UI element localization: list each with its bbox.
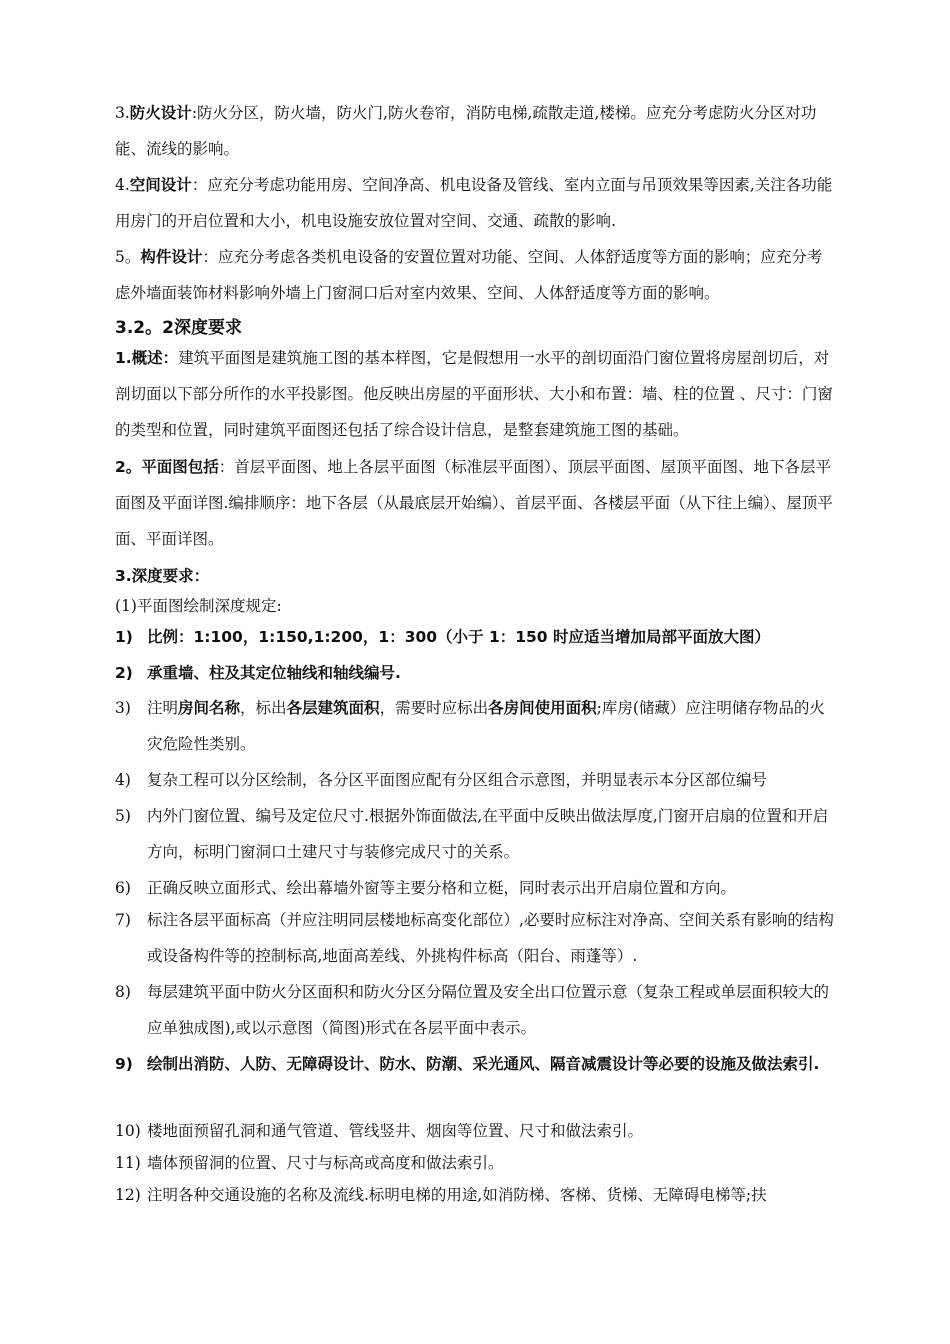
item-text-mid: ，需要时应标出 [379, 699, 489, 717]
para-text: ：应充分考虑功能用房、空间净高、机电设备及管线、室内立面与吊顶效果等因素,关注各功能用房门的开启位置和大小，机电设施安放位置对空间、交通、疏散的影响. [115, 176, 833, 230]
item-text: 内外门窗位置、编号及定位尺寸.根据外饰面做法,在平面中反映出做法厚度,门窗开启扇的位置和开启方向，标明门窗洞口土建尺寸与装修完成尺寸的关系。 [147, 807, 829, 861]
item-text: 标注各层平面标高（并应注明同层楼地标高变化部位）,必要时应标注对净高、空间关系有影响的结构或设备构件等的控制标高,地面高差线、外挑构件标高（阳台、雨蓬等）. [147, 911, 834, 965]
item-bold-floor-area: 各层建筑面积 [286, 699, 380, 717]
item-number: 8) [115, 983, 131, 1001]
para-text: ：首层平面图、地上各层平面图（标准层平面图）、顶层平面图、屋顶平面图、地下各层平面图及平面详图.编排顺序：地下各层（从最底层开始编）、首层平面、各楼层平面（从下往上编）、屋顶平面、平面详图。 [115, 458, 833, 548]
item-text: 承重墙、柱及其定位轴线和轴线编号. [147, 664, 401, 682]
item-number: 7) [115, 911, 131, 929]
sub-text: (1)平面图绘制深度规定: [115, 597, 282, 615]
item-text: 复杂工程可以分区绘制，各分区平面图应配有分区组合示意图，并明显表示本分区部位编号 [147, 771, 768, 789]
item-text: 绘制出消防、人防、无障碍设计、防水、防潮、采光通风、隔音减震设计等必要的设施及做法索引. [147, 1055, 820, 1073]
list-item [115, 1180, 837, 1210]
list-item [115, 1148, 837, 1178]
item-number: 12) [115, 1186, 141, 1204]
list-item [115, 762, 837, 798]
paragraph-depth-requirements [115, 561, 837, 591]
para-title: 防火设计 [129, 104, 192, 122]
item-text-mid: ，标出 [240, 699, 287, 717]
para-text: :防火分区，防火墙，防火门,防火卷帘，消防电梯,疏散走道,楼梯。应充分考虑防火分区对功能、流线的影响。 [115, 104, 817, 158]
item-number: 11) [115, 1154, 141, 1172]
item-text: 每层建筑平面中防火分区面积和防火分区分隔位置及安全出口位置示意（复杂工程或单层面积较大的应单独成图),或以示意图（简图)形式在各层平面中表示。 [147, 983, 830, 1037]
paragraph-space-design [115, 167, 837, 239]
subheading-plan-depth [115, 591, 837, 621]
item-text [147, 690, 837, 762]
para-label: 1.概述： [115, 349, 179, 367]
item-text: 墙体预留洞的位置、尺寸与标高或高度和做法索引。 [147, 1154, 504, 1172]
item-number: 1) [115, 628, 133, 646]
para-title: 空间设计 [129, 176, 192, 194]
item-number: 4) [115, 771, 131, 789]
item-text: 注明各种交通设施的名称及流线.标明电梯的用途,如消防梯、客梯、货梯、无障碍电梯等;扶 [147, 1186, 767, 1204]
paragraph-overview [115, 340, 837, 448]
item-text: 楼地面预留孔洞和通气管道、管线竖井、烟囱等位置、尺寸和做法索引。 [147, 1122, 644, 1140]
list-item [115, 1116, 837, 1146]
para-label: 2。平面图包括 [115, 458, 219, 476]
item-number: 3) [115, 699, 131, 717]
item-number: 10) [115, 1122, 141, 1140]
list-item [115, 902, 837, 974]
item-number: 5) [115, 807, 131, 825]
para-number: 5。 [115, 248, 141, 266]
item-number: 2) [115, 664, 133, 682]
paragraph-plan-includes [115, 449, 837, 557]
list-item [115, 1046, 837, 1082]
para-title: 构件设计 [140, 248, 203, 266]
paragraph-fire-design [115, 95, 837, 167]
para-label: 3.深度要求： [115, 567, 210, 585]
item-text: 正确反映立面形式、绘出幕墙外窗等主要分格和立梃，同时表示出开启扇位置和方向。 [147, 879, 737, 897]
para-number: 4. [115, 176, 130, 194]
list-item [115, 974, 837, 1046]
item-number: 6) [115, 879, 131, 897]
section-heading: 3.2。2深度要求 [115, 318, 242, 338]
item-bold-room-name: 房间名称 [178, 699, 241, 717]
item-number: 9) [115, 1055, 133, 1073]
para-text: ：应充分考虑各类机电设备的安置位置对功能、空间、人体舒适度等方面的影响；应充分考虑外墙面装饰材料影响外墙上门窗洞口后对室内效果、空间、人体舒适度等方面的影响。 [115, 248, 823, 302]
list-item [115, 658, 837, 688]
list-item [115, 622, 837, 652]
item-bold-room-area: 各房间使用面积 [488, 699, 597, 717]
paragraph-component-design [115, 239, 837, 311]
item-text: 比例：1:100，1:150,1:200，1：300（小于 1：150 时应适当增加局部平面放大图） [147, 628, 770, 646]
list-item [115, 870, 837, 906]
para-number: 3. [115, 104, 130, 122]
item-text-post: ;库房(储藏）应注明储存物品的火灾危险性类别。 [147, 699, 825, 753]
item-text-pre: 注明 [147, 699, 179, 717]
para-text: 建筑平面图是建筑施工图的基本样图，它是假想用一水平的剖切面沿门窗位置将房屋剖切后，对剖切面以下部分所作的水平投影图。他反映出房屋的平面形状、大小和布置：墙、柱的位置 、尺寸：门窗的类型和位置，同时建筑平面图还包括了综合设计信息，是整套建筑施工图的基础。 [115, 349, 833, 439]
list-item [115, 798, 837, 870]
list-item [115, 690, 837, 762]
